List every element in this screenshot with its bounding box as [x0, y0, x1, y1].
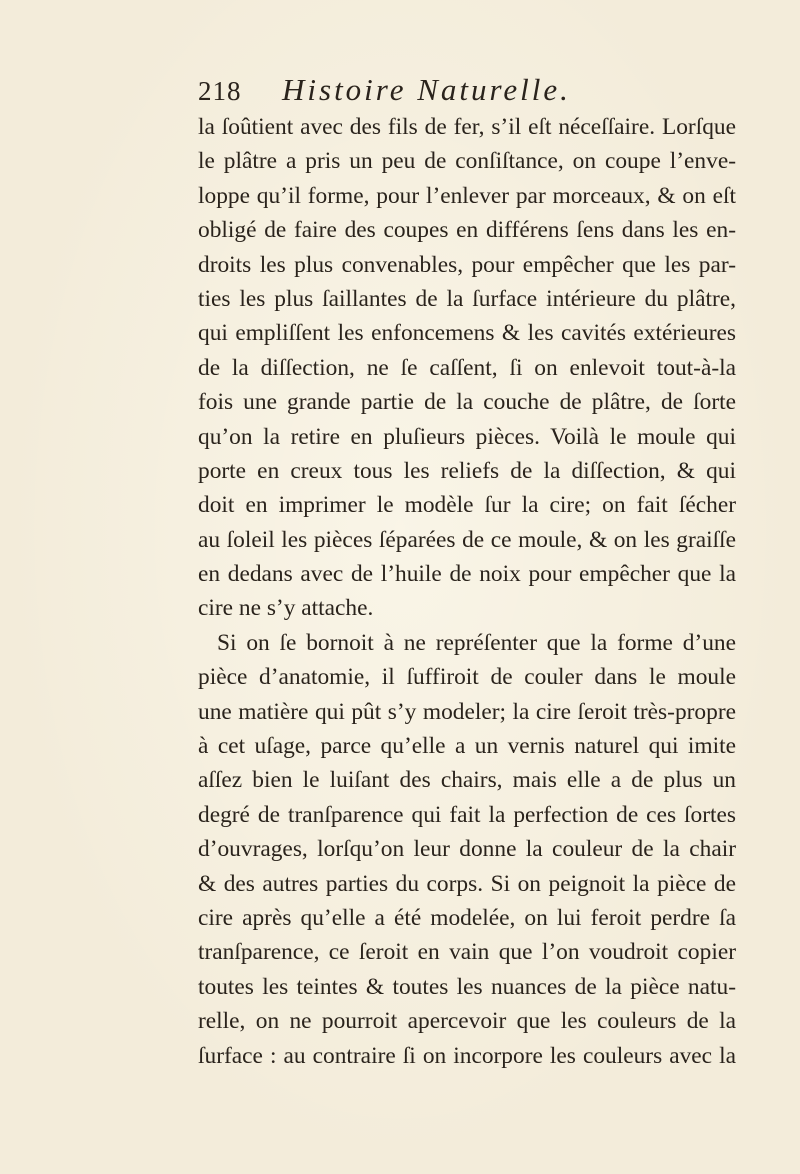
text-line: qui empliſſent les enfoncemens & les cavités extérieures	[198, 320, 736, 347]
text-line: qu’on la retire en pluſieurs pièces. Voilà le moule qui	[198, 423, 736, 450]
text-line: de la diſſection, ne ſe caſſent, ſi on enlevoit tout-à-la	[198, 354, 736, 381]
page-number: 218	[198, 76, 242, 106]
text-line: loppe qu’il forme, pour l’enlever par morceaux, & on eſt	[198, 182, 736, 209]
text-line: degré de tranſparence qui fait la perfection de ces ſortes	[198, 801, 736, 828]
text-line: ties les plus ſaillantes de la ſurface intérieure du plâtre,	[198, 285, 736, 312]
text-line: la ſoûtient avec des fils de fer, s’il eſt néceſſaire. Lorſque	[198, 114, 736, 140]
text-line: cire ne s’y attache.	[198, 595, 374, 622]
text-line: au ſoleil les pièces ſéparées de ce moule, & on les graiſſe	[198, 526, 736, 553]
text-line: droits les plus convenables, pour empêcher que les par-	[198, 251, 736, 278]
text-line: porte en creux tous les reliefs de la diſſection, & qui	[198, 457, 736, 484]
running-title: Histoire Naturelle.	[282, 72, 571, 107]
text-line: toutes les teintes & toutes les nuances de la pièce natu-	[198, 973, 736, 1000]
text-line: tranſparence, ce ſeroit en vain que l’on voudroit copier	[198, 939, 736, 966]
page-header	[198, 72, 758, 112]
text-line: d’ouvrages, lorſqu’on leur donne la couleur de la chair	[198, 836, 736, 863]
text-line: relle, on ne pourroit apercevoir que les couleurs de la	[198, 1008, 736, 1035]
text-line: cire après qu’elle a été modelée, on lui feroit perdre ſa	[198, 904, 736, 931]
text-line: doit en imprimer le modèle ſur la cire; on fait ſécher	[198, 492, 736, 519]
text-line: & des autres parties du corps. Si on peignoit la pièce de	[198, 870, 736, 897]
text-line: ſurface : au contraire ſi on incorpore les couleurs avec la	[198, 1042, 736, 1069]
text-line: à cet uſage, parce qu’elle a un vernis naturel qui imite	[198, 733, 736, 760]
text-line: en dedans avec de l’huile de noix pour empêcher que la	[198, 561, 736, 588]
text-line: une matière qui pût s’y modeler; la cire ſeroit très-propre	[198, 698, 736, 725]
text-line: le plâtre a pris un peu de conſiſtance, on coupe l’enve-	[198, 148, 736, 175]
body-text	[198, 110, 736, 1073]
text-line: fois une grande partie de la couche de plâtre, de ſorte	[198, 389, 736, 416]
text-line: aſſez bien le luiſant des chairs, mais elle a de plus un	[198, 767, 736, 794]
text-line: pièce d’anatomie, il ſuffiroit de couler dans le moule	[198, 664, 736, 691]
text-line: obligé de faire des coupes en différens ſens dans les en-	[198, 217, 736, 244]
text-line: Si on ſe bornoit à ne repréſenter que la forme d’une	[217, 629, 736, 656]
